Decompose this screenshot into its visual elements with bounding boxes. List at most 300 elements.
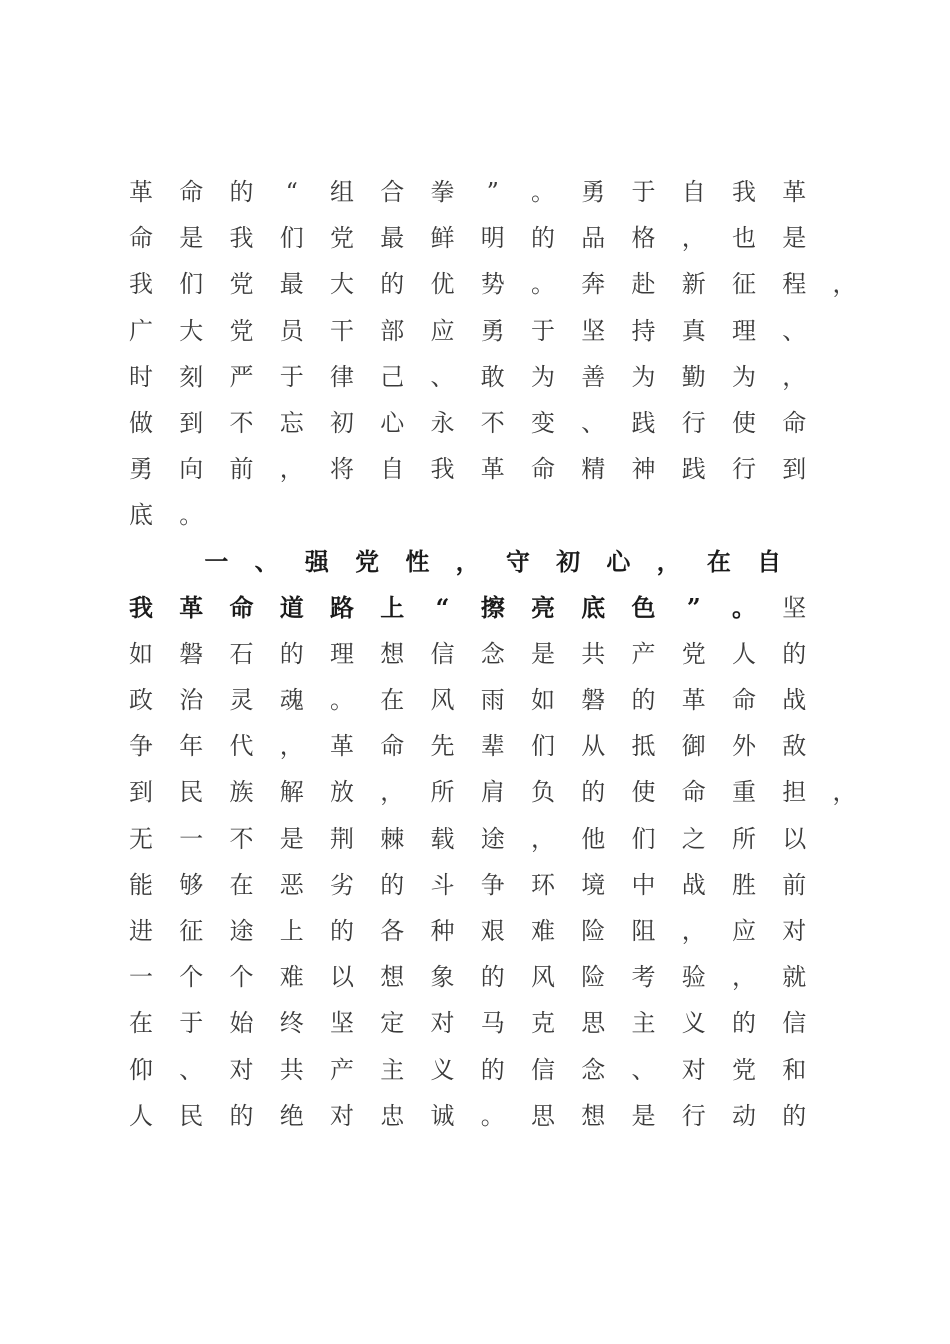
text-char: 解: [279, 778, 304, 807]
text-char: 初: [556, 546, 581, 576]
text-char: 党: [355, 546, 380, 576]
text-char: 坚: [330, 1009, 354, 1038]
text-char: ，: [681, 917, 706, 945]
text-char: 义: [681, 1009, 706, 1038]
text-char: 革: [782, 178, 807, 206]
text-char: 律: [330, 362, 354, 391]
text-char: 难: [531, 917, 555, 945]
text-char: 终: [279, 1009, 304, 1038]
text-char: 命: [380, 732, 405, 761]
text-char: 一: [129, 963, 153, 992]
text-char: 己: [380, 362, 405, 391]
text-char: 革: [129, 178, 153, 206]
text-char: 石: [229, 639, 254, 668]
text-char: 风: [430, 686, 455, 715]
text-char: 坚: [581, 316, 606, 345]
text-char: 先: [430, 732, 455, 761]
text-char: 族: [229, 778, 254, 807]
text-char: 对: [430, 1009, 455, 1038]
text-char: 应: [732, 917, 756, 945]
text-char: 仰: [129, 1055, 153, 1084]
text-char: 信: [430, 639, 455, 668]
text-char: 我: [229, 224, 254, 253]
text-char: 优: [430, 270, 455, 299]
text-char: 在: [129, 1009, 153, 1038]
text-char: ，: [656, 546, 681, 576]
text-char: 敢: [480, 362, 505, 391]
text-char: 于: [631, 178, 656, 206]
text-char: 的: [380, 870, 405, 899]
text-char: 命: [531, 455, 555, 484]
text-char: 如: [129, 639, 153, 668]
text-char: 我: [732, 178, 756, 206]
text-line: [128, 261, 857, 307]
text-char: 践: [681, 455, 706, 484]
text-char: 程: [782, 270, 807, 299]
text-char: 自: [681, 178, 706, 206]
text-char: 如: [531, 686, 555, 715]
text-char: 的: [531, 224, 555, 253]
text-char: 放: [330, 778, 354, 807]
text-char: 理: [330, 639, 354, 668]
text-char: ，: [681, 224, 706, 253]
text-char: 的: [782, 1101, 807, 1130]
text-char: 行: [732, 455, 756, 484]
text-char: 命: [179, 178, 204, 206]
text-char: 命: [782, 408, 807, 437]
text-char: 中: [631, 870, 656, 899]
text-char: 产: [631, 639, 656, 668]
text-char: 组: [330, 178, 354, 206]
text-char: 到: [129, 778, 153, 807]
text-char: 阻: [631, 917, 656, 945]
text-char: 共: [279, 1055, 304, 1084]
text-char: 代: [229, 732, 254, 761]
text-line: [128, 954, 828, 1000]
text-char: 义: [430, 1055, 455, 1084]
text-char: 使: [732, 408, 756, 437]
text-char: 于: [179, 1009, 204, 1038]
text-char: 的: [480, 963, 505, 992]
text-char: 。: [330, 686, 354, 715]
text-char: 重: [732, 778, 756, 807]
text-char: ，: [832, 778, 857, 807]
text-char: 将: [330, 455, 354, 484]
text-char: 所: [430, 778, 455, 807]
text-char: 磐: [581, 686, 606, 715]
text-char: ，: [832, 270, 857, 299]
text-char: 为: [631, 362, 656, 391]
text-char: 主: [631, 1009, 656, 1038]
text-char: 亮: [531, 592, 555, 622]
text-char: 勇: [480, 316, 505, 345]
text-char: 向: [179, 455, 204, 484]
text-char: 强: [304, 546, 329, 576]
text-char: 想: [380, 639, 405, 668]
text-char: 我: [129, 270, 153, 299]
text-char: 革: [480, 455, 505, 484]
text-char: 刻: [179, 362, 204, 391]
text-char: 诚: [430, 1101, 455, 1130]
text-char: 性: [405, 546, 430, 576]
text-char: 广: [129, 316, 153, 345]
text-char: 种: [430, 917, 455, 945]
text-char: 是: [279, 824, 304, 853]
text-char: 到: [782, 455, 807, 484]
text-char: 命: [732, 686, 756, 715]
text-char: 、: [179, 1055, 204, 1084]
text-line: [128, 631, 828, 677]
text-char: 自: [757, 546, 782, 576]
text-char: 们: [631, 824, 656, 853]
text-char: 斗: [430, 870, 455, 899]
text-char: 是: [179, 224, 204, 253]
text-char: 前: [782, 870, 807, 899]
text-char: 对: [782, 917, 807, 945]
text-char: 做: [129, 408, 153, 437]
text-char: 负: [531, 778, 555, 807]
text-char: 一: [179, 824, 204, 853]
text-char: “: [435, 592, 450, 622]
text-char: 初: [330, 408, 354, 437]
text-char: 革: [330, 732, 354, 761]
text-char: 进: [129, 917, 153, 945]
text-line: [128, 769, 857, 815]
text-char: 境: [581, 870, 606, 899]
text-char: 大: [330, 270, 354, 299]
text-char: 信: [531, 1055, 555, 1084]
text-char: 人: [732, 639, 756, 668]
text-char: 人: [129, 1101, 153, 1130]
text-char: 抵: [631, 732, 656, 761]
text-char: 到: [179, 408, 204, 437]
text-char: 命: [229, 592, 254, 622]
text-char: 民: [179, 778, 204, 807]
text-line: [128, 677, 828, 723]
text-char: 变: [531, 408, 555, 437]
text-char: 不: [480, 408, 505, 437]
text-char: 。: [732, 592, 756, 622]
text-char: 产: [330, 1055, 354, 1084]
text-line: [128, 1047, 828, 1093]
text-line: [128, 723, 828, 769]
text-char: 个: [229, 963, 254, 992]
text-char: 在: [229, 870, 254, 899]
text-char: ”: [486, 178, 499, 206]
text-char: 绝: [279, 1101, 304, 1130]
text-char: 色: [631, 592, 656, 622]
text-char: 时: [129, 362, 153, 391]
text-char: 和: [782, 1055, 807, 1084]
text-char: 争: [480, 870, 505, 899]
text-char: 也: [732, 224, 756, 253]
text-char: 动: [732, 1101, 756, 1130]
text-char: 战: [681, 870, 706, 899]
text-char: 定: [380, 1009, 405, 1038]
text-char: 克: [531, 1009, 555, 1038]
text-char: 御: [681, 732, 706, 761]
text-char: 们: [179, 270, 204, 299]
text-char: 风: [531, 963, 555, 992]
text-char: 赴: [631, 270, 656, 299]
text-char: 不: [229, 408, 254, 437]
text-char: 擦: [480, 592, 505, 622]
text-line: [128, 492, 828, 538]
text-char: 念: [480, 639, 505, 668]
text-char: 忘: [279, 408, 304, 437]
text-char: ，: [732, 963, 756, 992]
text-char: 守: [505, 546, 530, 576]
text-char: 们: [531, 732, 555, 761]
text-char: 忠: [380, 1101, 405, 1130]
text-char: 党: [229, 270, 254, 299]
text-char: 干: [330, 316, 354, 345]
text-char: 的: [631, 686, 656, 715]
text-char: 载: [430, 824, 455, 853]
text-line: [128, 169, 828, 215]
text-char: 。: [531, 270, 555, 299]
text-char: 心: [380, 408, 405, 437]
text-char: 我: [430, 455, 455, 484]
text-char: 战: [782, 686, 807, 715]
text-char: 。: [531, 178, 555, 206]
text-line: [128, 400, 828, 446]
text-char: 辈: [480, 732, 505, 761]
text-char: 勤: [681, 362, 706, 391]
text-char: 险: [581, 917, 606, 945]
text-char: 员: [279, 316, 304, 345]
text-char: 从: [581, 732, 606, 761]
text-char: 个: [179, 963, 204, 992]
text-char: 为: [732, 362, 756, 391]
text-char: 神: [631, 455, 656, 484]
text-char: 应: [430, 316, 455, 345]
text-char: 真: [681, 316, 706, 345]
text-char: 争: [129, 732, 153, 761]
text-char: ，: [455, 546, 480, 576]
text-char: 胜: [732, 870, 756, 899]
text-char: 部: [380, 316, 405, 345]
text-char: 担: [782, 778, 807, 807]
text-line: [128, 862, 828, 908]
text-char: 行: [681, 408, 706, 437]
text-char: 能: [129, 870, 153, 899]
text-char: 险: [581, 963, 606, 992]
text-char: ，: [279, 732, 304, 761]
text-char: 途: [229, 917, 254, 945]
text-char: 对: [330, 1101, 354, 1130]
text-char: ”: [686, 592, 701, 622]
text-char: 心: [606, 546, 631, 576]
text-char: 品: [581, 224, 606, 253]
text-line: [128, 816, 828, 862]
text-char: 前: [229, 455, 254, 484]
text-char: 所: [732, 824, 756, 853]
text-char: 自: [380, 455, 405, 484]
text-char: 够: [179, 870, 204, 899]
text-char: 就: [782, 963, 807, 992]
text-char: 一: [204, 546, 229, 576]
text-char: 行: [681, 1101, 706, 1130]
text-char: 理: [732, 316, 756, 345]
text-char: 、: [430, 362, 455, 391]
text-char: 最: [279, 270, 304, 299]
text-char: 不: [229, 824, 254, 853]
text-char: 思: [531, 1101, 555, 1130]
text-char: 精: [581, 455, 606, 484]
text-char: 严: [229, 362, 254, 391]
text-char: 的: [279, 639, 304, 668]
text-char: 党: [681, 639, 706, 668]
text-char: 的: [732, 1009, 756, 1038]
text-char: 在: [706, 546, 731, 576]
text-char: 为: [531, 362, 555, 391]
text-char: 验: [681, 963, 706, 992]
text-char: 格: [631, 224, 656, 253]
text-char: 在: [380, 686, 405, 715]
text-char: 荆: [330, 824, 354, 853]
text-char: 棘: [380, 824, 405, 853]
text-char: 明: [480, 224, 505, 253]
text-char: 象: [430, 963, 455, 992]
text-line: [128, 215, 828, 261]
text-char: 磐: [179, 639, 204, 668]
text-char: 难: [279, 963, 304, 992]
text-char: 共: [581, 639, 606, 668]
text-char: 我: [129, 592, 153, 622]
text-line: [128, 1093, 828, 1139]
text-char: 他: [581, 824, 606, 853]
text-line: [128, 1000, 828, 1046]
text-char: 坚: [782, 593, 807, 622]
text-char: 治: [179, 686, 204, 715]
text-char: 践: [631, 408, 656, 437]
text-char: 、: [782, 316, 807, 345]
text-char: ，: [279, 455, 304, 484]
text-char: 民: [179, 1101, 204, 1130]
text-char: 各: [380, 917, 405, 945]
text-char: 合: [380, 178, 405, 206]
text-char: “: [285, 178, 298, 206]
text-line: [128, 354, 828, 400]
text-line: [128, 585, 828, 631]
text-char: ，: [531, 824, 555, 853]
text-char: 、: [581, 408, 606, 437]
text-char: 对: [229, 1055, 254, 1084]
text-char: 于: [279, 362, 304, 391]
text-char: 底: [129, 501, 153, 530]
text-line: [128, 446, 828, 492]
text-char: 鲜: [430, 224, 455, 253]
text-line: [128, 308, 828, 354]
text-char: 魂: [279, 686, 304, 715]
text-char: 以: [782, 824, 807, 853]
text-char: 路: [330, 592, 354, 622]
text-char: 永: [430, 408, 455, 437]
text-char: 环: [531, 870, 555, 899]
text-char: 始: [229, 1009, 254, 1038]
text-char: 以: [330, 963, 354, 992]
text-char: 大: [179, 316, 204, 345]
text-char: 征: [179, 917, 204, 945]
text-char: 的: [229, 178, 254, 206]
text-char: 的: [330, 917, 354, 945]
text-char: 势: [480, 270, 505, 299]
text-char: 思: [581, 1009, 606, 1038]
text-char: 道: [279, 592, 304, 622]
text-char: 党: [732, 1055, 756, 1084]
text-char: 善: [581, 362, 606, 391]
text-line: [128, 539, 828, 585]
text-char: 党: [330, 224, 354, 253]
text-char: 底: [581, 592, 606, 622]
text-char: 肩: [480, 778, 505, 807]
text-char: 是: [531, 639, 555, 668]
text-char: 是: [631, 1101, 656, 1130]
text-char: 于: [531, 316, 555, 345]
text-char: 政: [129, 686, 153, 715]
text-char: 敌: [782, 732, 807, 761]
text-char: 雨: [480, 686, 505, 715]
text-char: 们: [279, 224, 304, 253]
text-char: 拳: [430, 178, 455, 206]
text-line: [128, 908, 828, 954]
text-char: 主: [380, 1055, 405, 1084]
text-char: 灵: [229, 686, 254, 715]
text-char: 无: [129, 824, 153, 853]
text-char: 年: [179, 732, 204, 761]
text-char: 持: [631, 316, 656, 345]
text-char: 的: [480, 1055, 505, 1084]
text-char: 征: [732, 270, 756, 299]
text-char: 的: [229, 1101, 254, 1130]
text-char: 勇: [129, 455, 153, 484]
text-char: 勇: [581, 178, 606, 206]
text-char: 对: [681, 1055, 706, 1084]
text-char: 之: [681, 824, 706, 853]
text-char: 的: [782, 639, 807, 668]
text-char: 革: [179, 592, 204, 622]
text-char: 上: [279, 917, 304, 945]
text-char: 外: [732, 732, 756, 761]
text-char: 。: [179, 501, 204, 530]
text-char: 马: [480, 1009, 505, 1038]
text-char: 。: [480, 1101, 505, 1130]
text-char: 命: [129, 224, 153, 253]
text-char: 革: [681, 686, 706, 715]
text-char: 新: [681, 270, 706, 299]
body-text: [128, 169, 857, 1139]
text-char: 信: [782, 1009, 807, 1038]
text-char: 是: [782, 224, 807, 253]
text-char: 最: [380, 224, 405, 253]
text-char: 、: [631, 1055, 656, 1084]
text-char: 使: [631, 778, 656, 807]
text-char: ，: [782, 362, 807, 391]
text-char: 奔: [581, 270, 606, 299]
text-char: 党: [229, 316, 254, 345]
text-char: 、: [254, 546, 279, 576]
text-char: ，: [380, 778, 405, 807]
text-char: 想: [581, 1101, 606, 1130]
text-char: 的: [380, 270, 405, 299]
text-char: 恶: [279, 870, 304, 899]
text-char: 命: [681, 778, 706, 807]
text-char: 考: [631, 963, 656, 992]
text-char: 途: [480, 824, 505, 853]
text-char: 的: [581, 778, 606, 807]
text-char: 想: [380, 963, 405, 992]
